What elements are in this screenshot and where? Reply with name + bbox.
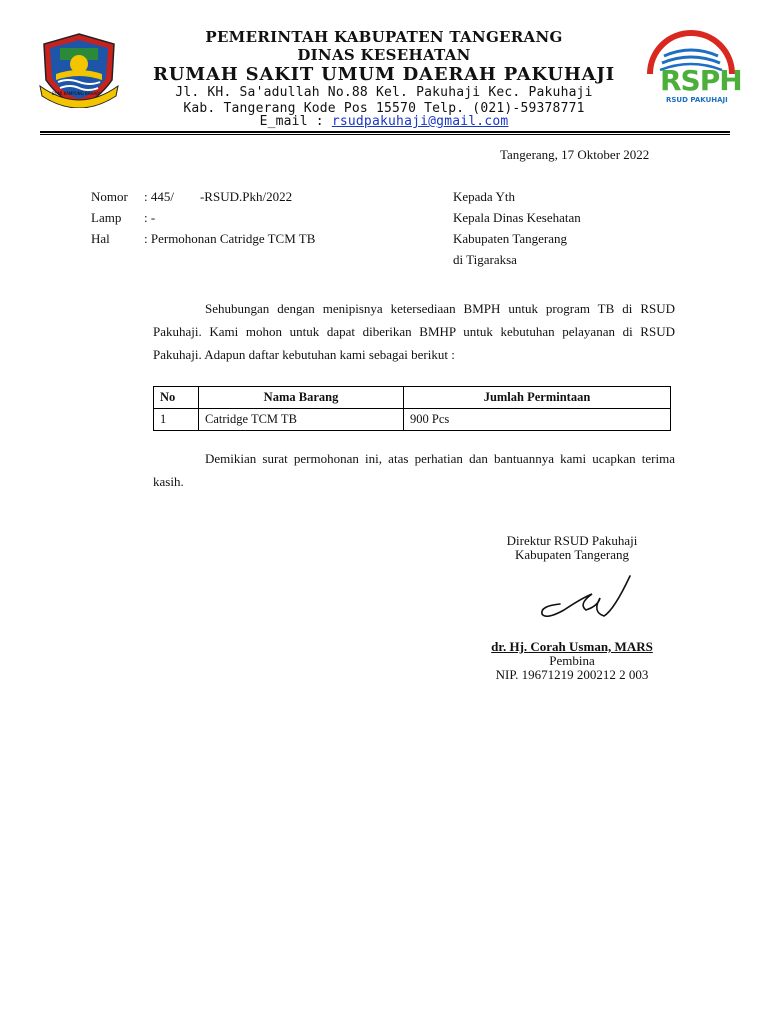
cell-jumlah: 900 Pcs bbox=[404, 409, 671, 431]
table-row bbox=[154, 409, 671, 431]
letterhead-address-1: Jl. KH. Sa'adullah No.88 Kel. Pakuhaji Kec. Pakuhaji bbox=[175, 85, 593, 100]
header-no: No bbox=[154, 387, 199, 409]
signatory-nip: NIP. 19671219 200212 2 003 bbox=[495, 667, 649, 682]
logo-text: RSPH bbox=[660, 64, 742, 97]
cell-nama-barang: Catridge TCM TB bbox=[199, 409, 404, 431]
nomor-value: : 445/ -RSUD.Pkh/2022 bbox=[144, 189, 293, 204]
letterhead-email bbox=[0, 114, 768, 129]
lamp-value: : - bbox=[144, 210, 156, 225]
letterhead-department: DINAS KESEHATAN bbox=[297, 46, 471, 64]
letterhead-rule-thin bbox=[40, 134, 730, 135]
letterhead-rule-thick bbox=[40, 131, 730, 133]
body-paragraph-2: Demikian surat permohonan ini, atas perhatian dan bantuannya kami ucapkan terima kasih. bbox=[153, 451, 675, 489]
lamp-label: Lamp bbox=[91, 210, 122, 225]
items-table bbox=[153, 386, 671, 431]
signature-title-2: Kabupaten Tangerang bbox=[515, 547, 629, 562]
nomor-label: Nomor bbox=[91, 189, 128, 204]
header-jumlah: Jumlah Permintaan bbox=[404, 387, 671, 409]
recipient-line-4: di Tigaraksa bbox=[453, 252, 517, 267]
recipient-line-2: Kepala Dinas Kesehatan bbox=[453, 210, 581, 225]
logo-motto: BUMI KAMPUNG BAHARI bbox=[52, 91, 101, 96]
table-header-row bbox=[154, 387, 671, 409]
email-label: E_mail : bbox=[259, 114, 332, 129]
hal-value: : Permohonan Catridge TCM TB bbox=[144, 231, 316, 246]
recipient-line-3: Kabupaten Tangerang bbox=[453, 231, 567, 246]
logo-caption: RSUD PAKUHAJI bbox=[666, 96, 728, 104]
letter-date: Tangerang, 17 Oktober 2022 bbox=[500, 147, 650, 162]
letterhead-hospital: RUMAH SAKIT UMUM DAERAH PAKUHAJI bbox=[153, 64, 615, 85]
email-link[interactable]: rsudpakuhaji@gmail.com bbox=[331, 114, 509, 129]
letterhead-government: PEMERINTAH KABUPATEN TANGERANG bbox=[205, 28, 563, 46]
signature-title-1: Direktur RSUD Pakuhaji bbox=[506, 533, 638, 548]
body-paragraph-1: Sehubungan dengan menipisnya ketersediaan BMPH untuk program TB di RSUD Pakuhaji. Kami mohon untuk dapat diberikan BMHP untuk kebutuhan pelayanan di RSUD Pakuhaji. Adapun daftar kebutuhan kami sebagai berikut : bbox=[153, 301, 675, 362]
letterhead-address-2: Kab. Tangerang Kode Pos 15570 Telp. (021)-59378771 bbox=[183, 101, 585, 116]
handwritten-signature bbox=[520, 570, 634, 634]
recipient-line-1: Kepada Yth bbox=[453, 189, 515, 204]
signatory-rank: Pembina bbox=[549, 653, 595, 668]
signatory-name: dr. Hj. Corah Usman, MARS bbox=[491, 639, 653, 654]
cell-no: 1 bbox=[154, 409, 199, 431]
hal-label: Hal bbox=[91, 231, 110, 246]
header-nama-barang: Nama Barang bbox=[199, 387, 404, 409]
